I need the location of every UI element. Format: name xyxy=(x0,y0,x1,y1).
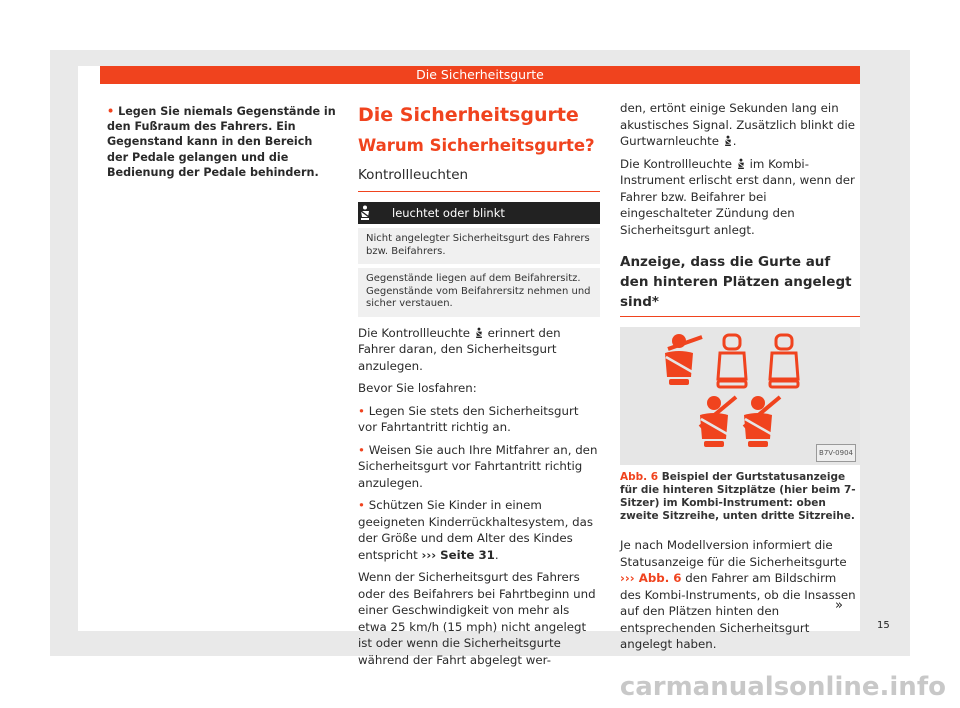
caption-text: Beispiel der Gurtstatusanzeige für die hinteren Sitzplätze (hier beim 7-Sitzer) im Kombi-Instrument: oben zweite Sitzreihe, unten dritte Sitzreihe. xyxy=(620,471,856,522)
seatbelt-warning-icon xyxy=(723,135,733,147)
subsection-heading-wrap xyxy=(358,166,600,192)
page-title: Die Sicherheitsgurte xyxy=(358,104,579,126)
figure-caption xyxy=(620,471,860,523)
table-row: Nicht angelegter Sicherheitsgurt des Fahrers bzw. Beifahrers. xyxy=(358,228,600,264)
figure-label: Abb. 6 xyxy=(620,471,659,483)
list-item: • Schützen Sie Kinder in einem geeigneten Kinderrückhaltesystem, das der Größe und dem Alter des Kindes entspricht ››› Seite 31. xyxy=(358,498,594,562)
paragraph-text: im Kombi-Instrument erlischt erst dann, wenn der Fahrer bzw. Beifahrer bei eingeschalteter Zündung den Sicherheitsgurt anlegt. xyxy=(620,156,855,237)
seatbelt-warning-icon xyxy=(736,158,746,170)
warning-bullet: • xyxy=(107,105,115,118)
paragraph-text: den, ertönt einige Sekunden lang ein akustisches Signal. Zusätzlich blinkt die Gurtwarnleuchte xyxy=(620,101,855,148)
paragraph: Bevor Sie losfahren: xyxy=(358,381,477,395)
warning-light-table xyxy=(358,202,600,317)
list-item xyxy=(358,403,600,436)
right-column xyxy=(620,100,860,659)
subsection-title: Anzeige, dass die Gurte auf den hinteren Plätzen angelegt sind* xyxy=(620,254,852,310)
figure-code: B7V-0904 xyxy=(816,444,856,463)
occupied-seat-icon xyxy=(700,396,736,447)
bullet: • xyxy=(358,442,365,457)
paragraph xyxy=(358,325,600,375)
paragraph xyxy=(620,537,860,653)
paragraph-text: Die Kontrollleuchte xyxy=(620,156,733,171)
main-column xyxy=(358,104,600,674)
paragraph: Wenn der Sicherheitsgurt des Fahrers oder des Beifahrers bei Fahrtbeginn und einer Geschwindigkeit von mehr als etwa 25 km/h (15 mph) nicht angelegt ist oder wenn die Sicherheitsgurte während der Fahrt abgelegt wer- xyxy=(358,570,596,667)
table-header-label: leuchtet oder blinkt xyxy=(392,205,505,220)
page-number: 15 xyxy=(877,620,890,631)
paragraph-text: Die Kontrollleuchte xyxy=(358,325,471,340)
subsection-title: Kontrollleuchten xyxy=(358,167,469,183)
table-header xyxy=(358,202,600,224)
empty-seat-icon xyxy=(770,335,798,387)
seatbelt-status-figure xyxy=(620,327,860,465)
occupied-seat-icon xyxy=(744,396,780,447)
section-header: Die Sicherheitsgurte xyxy=(100,66,860,84)
paragraph xyxy=(620,156,860,239)
bullet: • xyxy=(358,403,365,418)
empty-seat-icon xyxy=(718,335,746,387)
watermark: carmanualsonline.info xyxy=(619,672,946,702)
paragraph-text: den Fahrer am Bildschirm des Kombi-Instruments, ob die Insassen auf den Plätzen hinten den entsprechenden Sicherheitsgurt angelegt haben. xyxy=(620,571,856,651)
section-title: Warum Sicherheitsgurte? xyxy=(358,136,595,155)
list-item xyxy=(358,442,600,492)
table-row: Gegenstände liegen auf dem Beifahrersitz. Gegenstände vom Beifahrersitz nehmen und sicher verstauen. xyxy=(358,268,600,317)
paragraph: den, ertönt einige Sekunden lang ein akustisches Signal. Zusätzlich blinkt die Gurtwarnleuchte . xyxy=(620,101,855,148)
seatbelt-warning-icon xyxy=(358,205,392,221)
seatbelt-warning-icon xyxy=(474,327,484,339)
paragraph-text: Je nach Modellversion informiert die Statusanzeige für die Sicherheitsgurte xyxy=(620,538,847,569)
continue-marker: » xyxy=(835,598,843,613)
list-item-text: Schützen Sie Kinder in einem geeigneten Kinderrückhaltesystem, das der Größe und dem Alter des Kindes entspricht xyxy=(358,498,594,562)
figure-reference-link[interactable]: ››› Abb. 6 xyxy=(620,571,682,585)
occupied-seat-icon xyxy=(665,334,702,385)
list-item-text: Weisen Sie auch Ihre Mitfahrer an, den Sicherheitsgurt vor Fahrtantritt richtig anzulegen. xyxy=(358,442,598,490)
warning-column xyxy=(107,104,337,180)
subsection-heading-wrap xyxy=(620,252,860,317)
page-reference-link[interactable]: ››› Seite 31 xyxy=(421,547,495,562)
bullet: • xyxy=(358,498,365,512)
paragraph-text: erinnert den Fahrer daran, den Sicherheitsgurt anzulegen. xyxy=(358,325,561,373)
warning-text: Legen Sie niemals Gegenstände in den Fußraum des Fahrers. Ein Gegenstand kann in den Bereich der Pedale gelangen und die Bedienung der Pedale behindern. xyxy=(107,105,336,179)
list-item-text: Legen Sie stets den Sicherheitsgurt vor Fahrtantritt richtig an. xyxy=(358,403,579,434)
